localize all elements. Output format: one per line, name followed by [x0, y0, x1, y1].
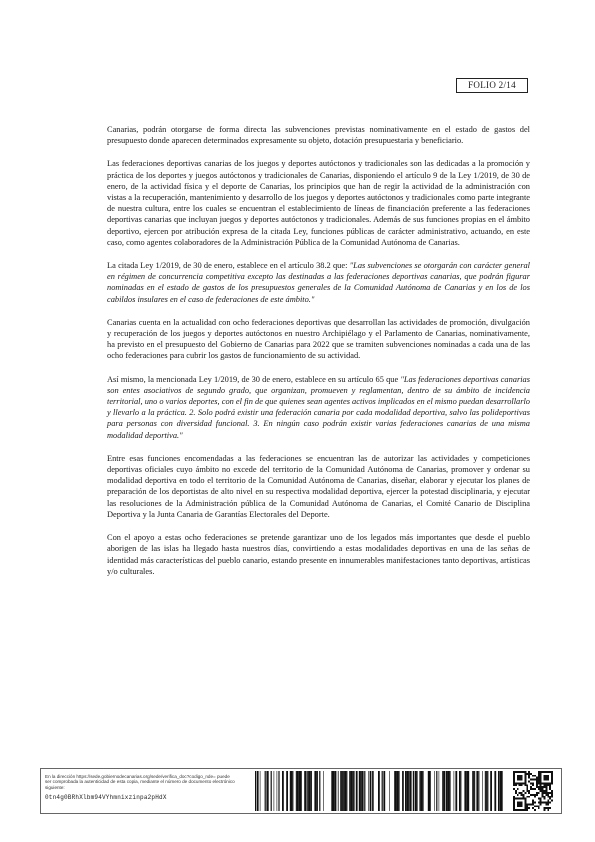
paragraph-intro: Así mismo, la mencionada Ley 1/2019, de 30 de enero, establece en su artículo 65 que [107, 374, 401, 384]
document-body [107, 124, 530, 589]
folio-label: FOLIO 2/14 [456, 78, 528, 93]
paragraph [107, 374, 530, 441]
qr-code-icon [513, 771, 553, 811]
paragraph [107, 260, 530, 305]
legal-quote: "Las federaciones deportivas canarias son entes asociativos de segundo grado, que organizan, promueven y reglamentan, dentro de su ámbito de incidencia territorial, uno o varios deportes, con el fin de que quienes sean agentes activos implicados en el mismo puedan desarrollarlo y llevarlo a la práctica. 2. Solo podrá existir una federación canaria por cada modalidad deportiva, salvo las polideportivas para personas con diversidad funcional. 3. En ningún caso podrán existir varias federaciones canarias de una misma modalidad deportiva." [107, 374, 530, 440]
verification-text: En la dirección https://sede.gobiernodecanarias.org/sede/verifica_doc?codigo_nde= puede ser comprobada la autenticidad de esta copia, mediante el número de documento electrónico siguiente: [45, 774, 235, 790]
paragraph: Canarias, podrán otorgarse de forma directa las subvenciones previstas nominativamente en el estado de gastos del presupuesto donde aparecen determinados expresamente su objeto, dotación presupuestaria y beneficiario. [107, 125, 530, 146]
paragraph: Entre esas funciones encomendadas a las federaciones se encuentran las de autorizar las actividades y competiciones deportivas oficiales cuyo ámbito no excede del territorio de la Comunidad Autónoma de Canarias, promover y ordenar su modalidad deportiva en todo el territorio de la Comunidad Autónoma de Canarias, diseñar, elaborar y ejecutar los planes de preparación de los deportistas de alto nivel en su respectiva modalidad deportiva, ejercer la potestad disciplinaria, y ejecutar las resoluciones de la Administración pública de la Comunidad Autónoma de Canarias, el Comité Canario de Disciplina Deportiva y la Junta Canaria de Garantías Electorales del Deporte. [107, 453, 530, 519]
paragraph: Las federaciones deportivas canarias de los juegos y deportes autóctonos y tradicionales son las dedicadas a la promoción y práctica de los deportes y juegos autóctonos y tradicionales de Canarias, disponiendo el artículo 9 de la Ley 1/2019, de 30 de enero, de la actividad física y el deporte de Canarias, los principios que han de regir la actividad de la administración con vistas a la recuperación, mantenimiento y desarrollo de los juegos y deportes autóctonos y tradicionales como parte integrante de nuestra cultura, entre los cuales se encuentran el establecimiento de líneas de financiación preferente a las federaciones deportivas canarias que incluyan juegos y deportes autóctonos y tradicionales. Además de sus funciones propias en el ámbito deportivo, ejercen por atribución expresa de la citada Ley, funciones públicas de carácter administrativo, actuando, en este caso, como agentes colaboradores de la Administración Pública de la Comunidad Autónoma de Canarias. [107, 159, 530, 247]
barcode-icon [255, 771, 505, 811]
verification-code: 0tn4g0BRhXlbm94VYhmnixzinpa2pHdX [45, 794, 167, 801]
paragraph: Con el apoyo a estas ocho federaciones se pretende garantizar uno de los legados más importantes que desde el pueblo aborigen de las islas ha llegado hasta nuestros días, convirtiendo a estas modalidades deportivas en una de las señas de identidad más características del pueblo canario, estando presente en innumerables manifestaciones tanto deportivas, artísticas y/o culturales. [107, 533, 531, 576]
legal-quote: "Las subvenciones se otorgarán con carácter general en régimen de concurrencia competitiva excepto las destinadas a las federaciones deportivas canarias, que podrán figurar nominadas en el estado de gastos de los presupuestos generales de la Comunidad Autónoma de Canarias y en los de los cabildos insulares en el caso de federaciones de este ámbito." [107, 261, 530, 304]
verification-footer [40, 768, 562, 814]
paragraph-intro: La citada Ley 1/2019, de 30 de enero, establece en el artículo 38.2 que: [107, 261, 350, 271]
paragraph: Canarias cuenta en la actualidad con ocho federaciones deportivas que desarrollan las actividades de promoción, divulgación y recuperación de los juegos y deportes autóctonos en nuestro Archipiélago y el Parlamento de Canarias, nominativamente, ha previsto en el presupuesto del Gobierno de Canarias para 2022 que se tramiten subvenciones nominadas a cada una de las ocho federaciones para cubrir los gastos de funcionamiento de su actividad. [107, 317, 530, 361]
